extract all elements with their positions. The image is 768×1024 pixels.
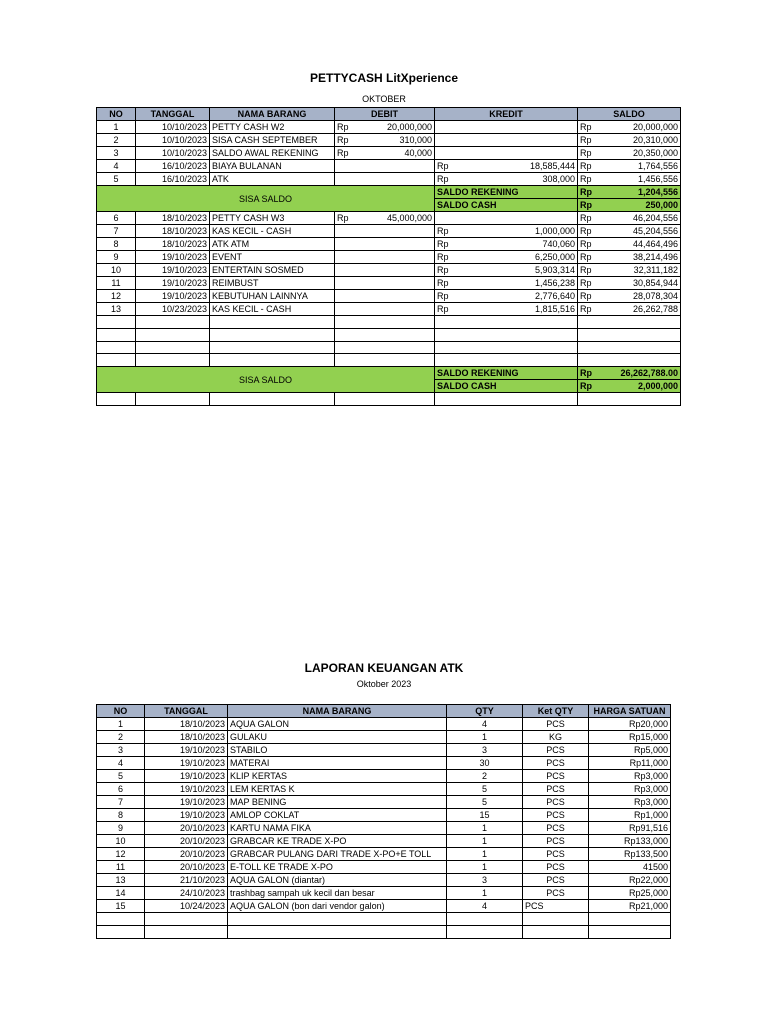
row-kredit-cell [435,303,578,316]
currency-label: Rp [437,252,449,262]
row-qty: 30 [447,757,523,770]
petty-cash-row [97,225,681,238]
row-no: 10 [97,835,145,848]
currency-label: Rp [437,239,449,249]
row-nama-barang: MAP BENING [228,796,447,809]
row-harga-satuan: Rp20,000 [589,718,671,731]
row-tanggal: 19/10/2023 [145,744,228,757]
row-qty: 1 [447,861,523,874]
row-kredit-cell [435,160,578,173]
atk-row [97,874,671,887]
row-qty: 3 [447,874,523,887]
row-tanggal: 18/10/2023 [136,212,210,225]
row-qty: 1 [447,835,523,848]
currency-label: Rp [580,213,592,223]
row-tanggal: 20/10/2023 [145,835,228,848]
row-saldo: 45,204,556 [632,226,678,236]
header-nama-barang: NAMA BARANG [228,705,447,718]
row-saldo: 32,311,182 [633,265,678,275]
row-saldo: 20,310,000 [632,135,678,145]
row-tanggal: 19/10/2023 [136,251,210,264]
row-saldo: 30,854,944 [632,278,678,288]
row-harga-satuan: Rp11,000 [589,757,671,770]
currency-label: Rp [437,226,449,236]
currency-label: Rp [580,265,592,275]
row-ket-qty: PCS [523,757,589,770]
currency-label: Rp [437,291,449,301]
row-nama-barang: KAS KECIL - CASH [210,225,335,238]
atk-report-subtitle: Oktober 2023 [356,679,412,689]
currency-label: Rp [580,148,592,158]
row-ket-qty: PCS [523,887,589,900]
currency-label: Rp [437,278,449,288]
row-ket-qty: PCS [523,835,589,848]
row-nama-barang: AMLOP COKLAT [228,809,447,822]
row-nama-barang: KARTU NAMA FIKA [228,822,447,835]
petty-cash-row [97,277,681,290]
row-debit-cell [335,277,435,290]
empty-row [97,341,681,354]
sisa-saldo-label: SISA SALDO [97,186,435,212]
row-harga-satuan: Rp91,516 [589,822,671,835]
atk-row [97,731,671,744]
atk-row [97,835,671,848]
row-no: 8 [97,238,136,251]
saldo-cash-value: 250,000 [645,200,678,210]
petty-cash-row [97,121,681,134]
row-harga-satuan: Rp133,500 [589,848,671,861]
header-ket-qty: Ket QTY [523,705,589,718]
petty-cash-table [96,107,681,406]
atk-row [97,861,671,874]
row-debit-cell [335,134,435,147]
row-tanggal: 19/10/2023 [145,783,228,796]
row-tanggal: 10/10/2023 [136,121,210,134]
row-qty: 15 [447,809,523,822]
row-no: 12 [97,290,136,303]
atk-row [97,900,671,913]
header-qty: QTY [447,705,523,718]
petty-cash-rows-week2 [97,212,681,316]
row-harga-satuan: Rp21,000 [589,900,671,913]
row-saldo-cell [578,238,681,251]
atk-row [97,744,671,757]
row-nama-barang: STABILO [228,744,447,757]
atk-row [97,848,671,861]
petty-cash-row [97,290,681,303]
row-ket-qty: PCS [523,874,589,887]
row-debit-cell [335,160,435,173]
atk-row [97,796,671,809]
row-tanggal: 18/10/2023 [136,238,210,251]
empty-row [97,393,681,406]
row-harga-satuan: Rp3,000 [589,783,671,796]
currency-label: Rp [580,135,592,145]
petty-cash-row [97,160,681,173]
row-saldo-cell [578,212,681,225]
row-tanggal: 19/10/2023 [136,264,210,277]
row-ket-qty: PCS [523,796,589,809]
row-no: 3 [97,147,136,160]
row-debit-cell [335,238,435,251]
row-ket-qty: PCS [523,861,589,874]
row-nama-barang: AQUA GALON (bon dari vendor galon) [228,900,447,913]
row-nama-barang: trashbag sampah uk kecil dan besar [228,887,447,900]
row-tanggal: 18/10/2023 [145,731,228,744]
row-saldo-cell [578,264,681,277]
row-saldo-cell [578,303,681,316]
atk-row [97,809,671,822]
row-no: 13 [97,303,136,316]
row-no: 11 [97,277,136,290]
row-debit: 45,000,000 [386,213,432,223]
row-kredit-cell [435,238,578,251]
row-tanggal: 10/23/2023 [136,303,210,316]
header-harga-satuan: HARGA SATUAN [589,705,671,718]
row-debit-cell [335,251,435,264]
row-no: 1 [97,718,145,731]
row-nama-barang: PETTY CASH W3 [210,212,335,225]
atk-rows [97,718,671,913]
row-tanggal: 16/10/2023 [136,173,210,186]
row-qty: 1 [447,822,523,835]
row-kredit-cell [435,147,578,160]
row-no: 9 [97,251,136,264]
atk-row [97,887,671,900]
row-tanggal: 24/10/2023 [145,887,228,900]
row-nama-barang: LEM KERTAS K [228,783,447,796]
header-tanggal: TANGGAL [136,108,210,121]
row-debit: 20,000,000 [386,122,432,132]
currency-label: Rp [580,304,592,314]
row-ket-qty: PCS [523,744,589,757]
row-debit: 40,000 [404,148,432,158]
row-nama-barang: KLIP KERTAS [228,770,447,783]
row-no: 13 [97,874,145,887]
row-qty: 5 [447,796,523,809]
row-ket-qty: PCS [523,822,589,835]
row-kredit: 5,903,314 [534,265,575,275]
row-ket-qty: PCS [523,848,589,861]
row-ket-qty: PCS [523,718,589,731]
row-qty: 5 [447,783,523,796]
saldo-rekening-value: 1,204,556 [637,187,678,197]
row-saldo: 20,350,000 [632,148,678,158]
row-no: 15 [97,900,145,913]
row-tanggal: 20/10/2023 [145,861,228,874]
currency-label: Rp [337,213,349,223]
petty-cash-row [97,173,681,186]
row-harga-satuan: Rp133,000 [589,835,671,848]
empty-row [97,316,681,329]
row-kredit: 1,456,238 [534,278,575,288]
row-kredit-cell [435,290,578,303]
row-nama-barang: ATK [210,173,335,186]
row-no: 5 [97,173,136,186]
row-no: 6 [97,212,136,225]
row-nama-barang: KAS KECIL - CASH [210,303,335,316]
petty-cash-row [97,147,681,160]
row-debit-cell [335,290,435,303]
row-ket-qty: PCS [523,783,589,796]
petty-cash-month: OKTOBER [362,94,406,104]
row-tanggal: 19/10/2023 [136,277,210,290]
row-kredit: 18,585,444 [529,161,575,171]
row-saldo: 1,764,556 [637,161,678,171]
saldo-cash-value: 2,000,000 [637,381,678,392]
currency-label: Rp [580,381,592,392]
header-tanggal: TANGGAL [145,705,228,718]
saldo-cash-label: SALDO CASH [435,199,578,212]
row-kredit-cell [435,277,578,290]
row-nama-barang: GRABCAR KE TRADE X-PO [228,835,447,848]
atk-row [97,718,671,731]
row-ket-qty: KG [523,731,589,744]
row-tanggal: 19/10/2023 [145,770,228,783]
row-nama-barang: MATERAI [228,757,447,770]
row-qty: 4 [447,900,523,913]
row-nama-barang: GULAKU [228,731,447,744]
row-kredit-cell [435,121,578,134]
petty-cash-row [97,212,681,225]
petty-cash-row [97,303,681,316]
currency-label: Rp [580,174,592,184]
atk-row [97,770,671,783]
row-debit-cell [335,173,435,186]
currency-label: Rp [437,265,449,275]
row-qty: 1 [447,887,523,900]
currency-label: Rp [437,304,449,314]
sisa-saldo-label: SISA SALDO [97,367,435,393]
currency-label: Rp [580,278,592,288]
petty-cash-row [97,264,681,277]
row-saldo: 38,214,496 [632,252,678,262]
row-kredit: 1,815,516 [534,304,575,314]
row-tanggal: 21/10/2023 [145,874,228,887]
row-nama-barang: GRABCAR PULANG DARI TRADE X-PO+E TOLL [228,848,447,861]
currency-label: Rp [437,161,449,171]
row-no: 14 [97,887,145,900]
row-qty: 1 [447,731,523,744]
row-tanggal: 16/10/2023 [136,160,210,173]
saldo-cash-label: SALDO CASH [435,380,578,393]
row-tanggal: 18/10/2023 [145,718,228,731]
row-no: 2 [97,731,145,744]
atk-row [97,822,671,835]
empty-rows [97,316,681,367]
row-harga-satuan: 41500 [589,861,671,874]
row-qty: 1 [447,848,523,861]
currency-label: Rp [580,122,592,132]
row-tanggal: 10/10/2023 [136,134,210,147]
row-harga-satuan: Rp25,000 [589,887,671,900]
header-no: NO [97,108,136,121]
row-tanggal: 20/10/2023 [145,822,228,835]
row-no: 1 [97,121,136,134]
row-saldo-cell [578,290,681,303]
row-kredit: 740,060 [542,239,575,249]
row-tanggal: 19/10/2023 [145,757,228,770]
row-saldo: 46,204,556 [632,213,678,223]
petty-cash-row [97,251,681,264]
empty-row [97,925,671,938]
row-saldo-cell [578,147,681,160]
header-saldo: SALDO [578,108,681,121]
row-nama-barang: AQUA GALON (diantar) [228,874,447,887]
currency-label: Rp [337,122,349,132]
currency-label: Rp [580,239,592,249]
sisa-saldo-block-1 [97,186,681,212]
header-no: NO [97,705,145,718]
row-saldo-cell [578,134,681,147]
currency-label: Rp [580,200,592,210]
row-debit-cell [335,225,435,238]
row-harga-satuan: Rp3,000 [589,796,671,809]
row-qty: 4 [447,718,523,731]
row-no: 8 [97,809,145,822]
header-nama-barang: NAMA BARANG [210,108,335,121]
atk-row [97,757,671,770]
currency-label: Rp [580,252,592,262]
row-nama-barang: REIMBUST [210,277,335,290]
row-debit-cell [335,147,435,160]
row-debit-cell [335,264,435,277]
row-harga-satuan: Rp3,000 [589,770,671,783]
row-no: 4 [97,757,145,770]
currency-label: Rp [580,187,592,197]
row-no: 3 [97,744,145,757]
row-no: 4 [97,160,136,173]
row-no: 7 [97,225,136,238]
row-kredit-cell [435,173,578,186]
row-no: 6 [97,783,145,796]
row-harga-satuan: Rp1,000 [589,809,671,822]
row-saldo: 1,456,556 [637,174,678,184]
saldo-rekening-value: 26,262,788.00 [620,368,678,379]
row-no: 12 [97,848,145,861]
row-debit-cell [335,303,435,316]
currency-label: Rp [580,161,592,171]
empty-row [97,354,681,367]
row-ket-qty: PCS [523,809,589,822]
atk-row [97,783,671,796]
row-harga-satuan: Rp5,000 [589,744,671,757]
row-kredit: 2,776,640 [534,291,575,301]
row-kredit: 1,000,000 [534,226,575,236]
row-debit: 310,000 [399,135,432,145]
row-saldo-cell [578,251,681,264]
currency-label: Rp [337,135,349,145]
row-no: 5 [97,770,145,783]
row-no: 11 [97,861,145,874]
row-tanggal: 20/10/2023 [145,848,228,861]
atk-header-row [97,705,671,718]
row-ket-qty: PCS [523,900,589,913]
currency-label: Rp [437,174,449,184]
row-tanggal: 19/10/2023 [145,796,228,809]
row-kredit-cell [435,134,578,147]
row-nama-barang: ATK ATM [210,238,335,251]
row-qty: 2 [447,770,523,783]
row-debit-cell [335,121,435,134]
atk-report-title: LAPORAN KEUANGAN ATK [304,661,464,675]
header-debit: DEBIT [335,108,435,121]
row-nama-barang: BIAYA BULANAN [210,160,335,173]
petty-cash-title: PETTYCASH LitXperience [309,71,459,85]
row-kredit-cell [435,212,578,225]
saldo-rekening-label: SALDO REKENING [435,367,578,380]
row-harga-satuan: Rp15,000 [589,731,671,744]
row-kredit: 6,250,000 [534,252,575,262]
row-kredit-cell [435,251,578,264]
empty-row [97,328,681,341]
row-nama-barang: EVENT [210,251,335,264]
row-nama-barang: PETTY CASH W2 [210,121,335,134]
row-tanggal: 19/10/2023 [136,290,210,303]
currency-label: Rp [580,291,592,301]
row-ket-qty: PCS [523,770,589,783]
row-kredit-cell [435,225,578,238]
row-saldo-cell [578,160,681,173]
row-saldo-cell [578,225,681,238]
row-tanggal: 18/10/2023 [136,225,210,238]
petty-cash-rows-week1 [97,121,681,186]
row-nama-barang: E-TOLL KE TRADE X-PO [228,861,447,874]
row-saldo: 44,464,496 [632,239,678,249]
row-saldo-cell [578,277,681,290]
saldo-rekening-label: SALDO REKENING [435,186,578,199]
row-no: 2 [97,134,136,147]
currency-label: Rp [337,148,349,158]
petty-cash-row [97,238,681,251]
currency-label: Rp [580,226,592,236]
row-no: 9 [97,822,145,835]
row-nama-barang: AQUA GALON [228,718,447,731]
row-saldo: 26,262,788 [632,304,678,314]
row-no: 10 [97,264,136,277]
row-tanggal: 10/24/2023 [145,900,228,913]
row-saldo-cell [578,121,681,134]
row-tanggal: 10/10/2023 [136,147,210,160]
row-kredit-cell [435,264,578,277]
sisa-saldo-block-2 [97,367,681,393]
row-saldo-cell [578,173,681,186]
row-nama-barang: SALDO AWAL REKENING [210,147,335,160]
row-nama-barang: KEBUTUHAN LAINNYA [210,290,335,303]
petty-cash-header-row [97,108,681,121]
row-tanggal: 19/10/2023 [145,809,228,822]
atk-report-table [96,704,671,939]
row-harga-satuan: Rp22,000 [589,874,671,887]
row-kredit: 308,000 [542,174,575,184]
header-kredit: KREDIT [435,108,578,121]
row-no: 7 [97,796,145,809]
empty-row [97,913,671,926]
row-saldo: 28,078,304 [632,291,678,301]
currency-label: Rp [580,368,592,379]
row-debit-cell [335,212,435,225]
petty-cash-row [97,134,681,147]
row-nama-barang: SISA CASH SEPTEMBER [210,134,335,147]
row-nama-barang: ENTERTAIN SOSMED [210,264,335,277]
row-qty: 3 [447,744,523,757]
row-saldo: 20,000,000 [632,122,678,132]
